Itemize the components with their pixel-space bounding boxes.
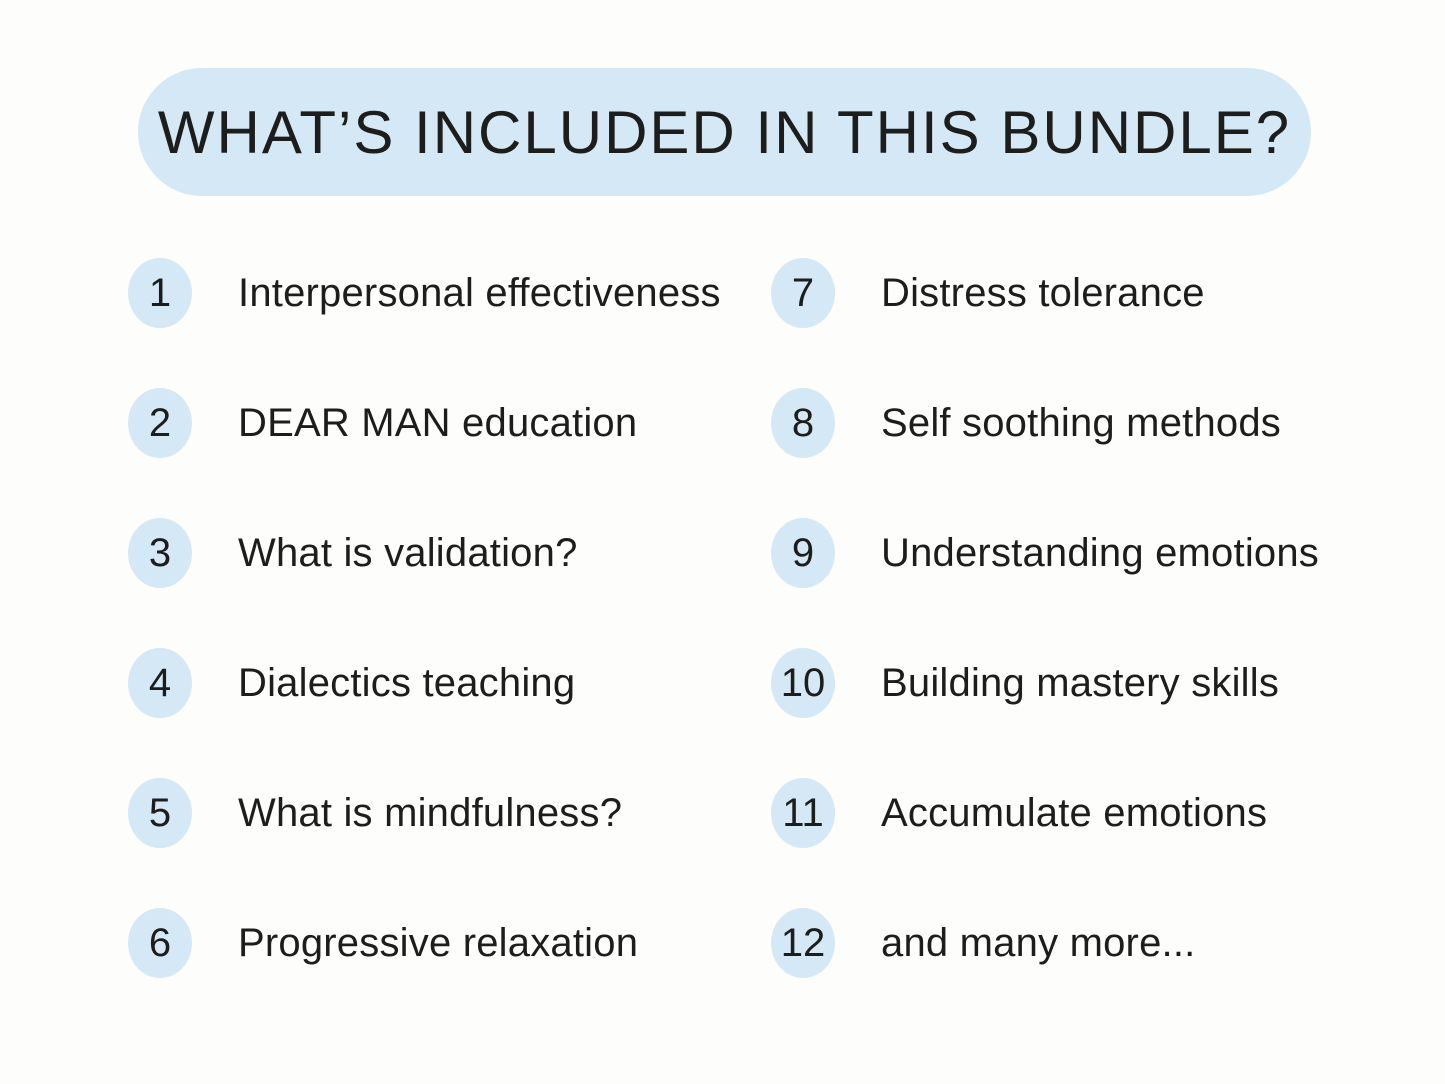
number-badge: 3 (128, 518, 192, 588)
number-badge: 2 (128, 388, 192, 458)
number-badge: 11 (771, 778, 835, 848)
list-item (771, 648, 1319, 718)
list-item (128, 518, 721, 588)
list-item (771, 518, 1319, 588)
item-label: Distress tolerance (881, 270, 1205, 315)
item-label: What is mindfulness? (238, 790, 623, 835)
number-badge: 4 (128, 648, 192, 718)
item-label: Interpersonal effectiveness (238, 270, 721, 315)
list-item (128, 908, 721, 978)
item-label: Building mastery skills (881, 660, 1280, 705)
number-badge: 12 (771, 908, 835, 978)
item-label: Accumulate emotions (881, 790, 1268, 835)
list-item (128, 388, 721, 458)
list-item (128, 258, 721, 328)
list-item (771, 388, 1319, 458)
number-badge: 7 (771, 258, 835, 328)
item-label: What is validation? (238, 530, 578, 575)
title-banner (138, 68, 1311, 196)
number-badge: 8 (771, 388, 835, 458)
list-item (128, 648, 721, 718)
item-label: Self soothing methods (881, 400, 1282, 445)
number-badge: 6 (128, 908, 192, 978)
number-badge: 9 (771, 518, 835, 588)
item-label: and many more... (881, 920, 1196, 965)
page-title: WHAT’S INCLUDED IN THIS BUNDLE? (157, 98, 1292, 166)
list-column-left (128, 258, 721, 978)
number-badge: 10 (771, 648, 835, 718)
number-badge: 1 (128, 258, 192, 328)
list-item (771, 908, 1319, 978)
item-label: Progressive relaxation (238, 920, 639, 965)
number-badge: 5 (128, 778, 192, 848)
list-column-right (771, 258, 1319, 978)
item-label: Understanding emotions (881, 530, 1319, 575)
item-label: DEAR MAN education (238, 400, 638, 445)
list-item (128, 778, 721, 848)
list-item (771, 258, 1319, 328)
item-label: Dialectics teaching (238, 660, 576, 705)
list-item (771, 778, 1319, 848)
